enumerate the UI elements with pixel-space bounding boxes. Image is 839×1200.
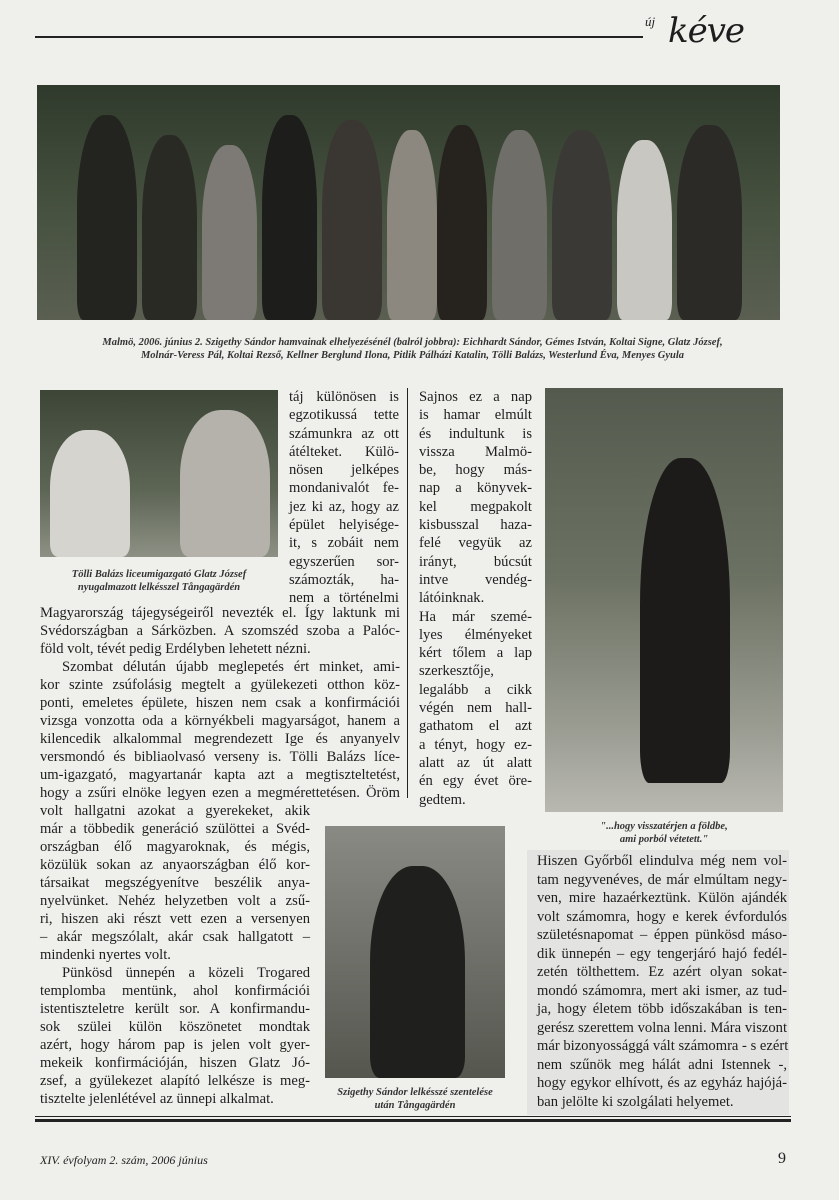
- text-line: egyszerűen sor-: [289, 553, 399, 570]
- text-line: intve vendég-: [419, 571, 532, 588]
- page-number: 9: [778, 1150, 786, 1167]
- text-line: volt hallgatni azokat a gyerekeket, akik: [40, 803, 310, 819]
- text-line: hogy a zsűri elnöke legyen ezen a megmérettetésen. Öröm: [40, 785, 400, 801]
- text-line: jez ki az, hogy az: [289, 498, 399, 515]
- portrait-photo: [325, 826, 505, 1078]
- footer-rule-thin: [35, 1116, 791, 1117]
- column-divider: [407, 388, 408, 798]
- issue-info: XIV. évfolyam 2. szám, 2006 június: [40, 1153, 208, 1167]
- text-line: születésnapomat – éppen pünkösd máso-: [537, 927, 787, 943]
- text-line: már bizonyossággá vált számomra - s ezért: [537, 1038, 789, 1054]
- text-line: Svédországban a Sárközben. A szomszéd szoba a Palóc-: [40, 623, 400, 639]
- text-line: dik ünnepén – egy tengerjáró hajó fedél-: [537, 945, 787, 962]
- text-line: templomba mentünk, ahol konfirmációi: [40, 983, 310, 999]
- caption-line: Malmö, 2006. június 2. Szigethy Sándor hamvainak elhelyezésénél (balról jobbra): Eichhardt Sándor, Gémes István, Koltai Signe, Glatz József,: [102, 337, 723, 348]
- text-line: is hamar elmúlt: [419, 407, 532, 424]
- text-line: um-igazgató, magyartanár kapta azt a megtiszteltetést,: [40, 767, 400, 783]
- text-line: átélteket. Külö-: [289, 443, 399, 460]
- text-line: kisbusszal haza-: [419, 517, 532, 534]
- text-line: alatt az út alatt: [419, 754, 532, 771]
- text-line: vizsga vonzotta oda a környékbeli magyarságot, hanem a: [40, 713, 400, 729]
- left-photo: [40, 390, 278, 557]
- magazine-logo: kéve: [668, 11, 745, 51]
- logo-prefix: új: [645, 14, 656, 29]
- caption-line: után Tångagärdén: [374, 1100, 456, 1111]
- text-line: – akár megszólalt, akár csak hallgatott –: [40, 929, 310, 945]
- text-line: egzotikussá tette: [289, 407, 399, 424]
- text-line: és indultunk is: [419, 425, 532, 442]
- text-line: szerkesztője,: [419, 663, 494, 680]
- text-line: Szombat délután újabb meglepetés ért minket, ami-: [62, 659, 400, 675]
- text-line: ja, hogy életem több időszakában is ten-: [537, 1001, 787, 1017]
- caption-line: nyugalmazott lelkésszel Tångagärdén: [77, 582, 241, 593]
- text-line: Sajnos ez a nap: [419, 389, 532, 405]
- text-line: számunkra az ott: [289, 425, 399, 442]
- text-line: tisztelte jelenlétével az ünnepi alkalmat.: [40, 1091, 274, 1107]
- text-line: kor szinte zsúfolásig megtelt a gyülekezeti otthon köz-: [40, 677, 400, 693]
- text-line: látóinknak.: [419, 590, 485, 607]
- text-line: én egy évet öre-: [419, 773, 532, 790]
- group-photo-caption: [35, 336, 790, 362]
- footer-rule-thick: [35, 1119, 791, 1122]
- left-photo-caption: [40, 568, 278, 594]
- text-line: gedtem.: [419, 791, 466, 808]
- text-line: kért tőlem a lap: [419, 645, 532, 662]
- caption-line: Molnár-Veress Pál, Koltai Rezső, Kellner Berglund Ilona, Pitlik Pálházi Katalin, Tölli Balázs, Westerlund Éva, Menyes Gyula: [140, 350, 685, 361]
- text-line: mondanivalót fe-: [289, 480, 399, 497]
- caption-line: ami porból vétetett.": [619, 834, 709, 845]
- header-rule: [35, 36, 643, 38]
- text-line: ponti, emeletes épülete, hiszen nem csak a konfirmációi: [40, 695, 400, 711]
- text-line: felé vegyük az: [419, 535, 532, 552]
- text-line: számozták, ha-: [289, 571, 399, 588]
- text-line: ban jelölte ki szolgálati helyemet.: [537, 1093, 734, 1110]
- text-line: tam negyvenéves, de már elmúltam negy-: [537, 871, 787, 888]
- text-line: legalább a cikk: [419, 681, 532, 698]
- text-line: zsef, a gyülekezet alapító lelkésze is meg-: [40, 1073, 310, 1089]
- text-line: istentiszteletre került sor. A konfirmandu-: [40, 1001, 310, 1017]
- article-wide-block: [40, 604, 400, 802]
- text-line: nem a történelmi: [289, 590, 399, 607]
- caption-line: Szigethy Sándor lelkésszé szentelése: [337, 1087, 493, 1098]
- text-line: mekeik konfirmációján, hiszen Glatz Jó-: [40, 1055, 310, 1071]
- right-photo-caption: [545, 820, 783, 846]
- text-line: hogy egykor elhívott, és az egyház hajójá-: [537, 1075, 787, 1091]
- text-line: nyelvünket. Nehéz helyzetben volt a zsű-: [40, 893, 310, 909]
- text-line: országban élő magyaroknak, és mégis,: [40, 839, 310, 855]
- text-line: kilencedik alkalommal megrendezett Ige és anyanyelv: [40, 731, 400, 747]
- text-line: volt számomra, hogy e kerek évfordulós: [537, 908, 787, 925]
- text-line: mondó számomra, mert aki ismer, az tud-: [537, 982, 787, 999]
- text-line: már a többedik generáció szülöttei a Svéd-: [40, 821, 310, 837]
- text-line: ven, mire hazaérkeztünk. Külön ajándék: [537, 890, 787, 906]
- text-line: társaikat megszégyenítve beszélik anya-: [40, 875, 310, 891]
- text-line: ri, hiszen aki részt vett ezen a versenyen: [40, 911, 310, 927]
- text-line: Magyarország tájegységeiről nevezték el. Így laktunk mi: [40, 605, 400, 621]
- group-photo: [37, 85, 780, 320]
- text-line: nap a könyvek-: [419, 480, 532, 497]
- text-line: mindenki nyertes volt.: [40, 947, 171, 963]
- text-line: sok szülei külön köszönetet mondtak: [40, 1019, 310, 1035]
- text-line: kel megpakolt: [419, 498, 532, 515]
- caption-line: Tölli Balázs liceumigazgató Glatz József: [71, 569, 247, 580]
- text-line: nösen jelképes: [289, 462, 399, 479]
- portrait-photo-caption: [320, 1086, 510, 1112]
- article-column-middle: [289, 388, 399, 608]
- text-line: vissza Malmö-: [419, 443, 532, 460]
- text-line: nem szűnök meg hálát adni Istennek -,: [537, 1056, 787, 1073]
- article-column-left: [40, 802, 310, 1108]
- text-line: végén nem hall-: [419, 700, 532, 717]
- text-line: versmondó és bibliaolvasó verseny is. Tölli Balázs líce-: [40, 749, 400, 765]
- text-line: irányt, búcsút: [419, 553, 532, 570]
- text-line: lyes élményeket: [419, 626, 532, 643]
- text-line: zetén tölthettem. Ez azért olyan sokat-: [537, 964, 787, 980]
- text-line: gerész szerettem volna lenni. Mára viszont: [537, 1019, 787, 1036]
- text-line: a tényt, hogy ez-: [419, 736, 532, 753]
- text-line: Hiszen Győrből elindulva még nem vol-: [537, 853, 787, 869]
- text-line: Ha már szemé-: [419, 608, 532, 625]
- right-photo: [545, 388, 783, 812]
- text-line: it, s zobáit nem: [289, 535, 399, 552]
- text-line: azért, hogy három pap is jelen volt gyer-: [40, 1037, 310, 1053]
- caption-line: "...hogy visszatérjen a földbe,: [600, 821, 728, 832]
- text-line: föld volt, tévét pedig Erdélyben lehetett nézni.: [40, 641, 311, 657]
- text-line: táj különösen is: [289, 389, 399, 405]
- text-line: Pünkösd ünnepén a közeli Trogared: [62, 965, 310, 981]
- article-column-right: [537, 852, 787, 1111]
- text-line: épület helyisége-: [289, 517, 399, 534]
- text-line: gathatom el azt: [419, 718, 532, 735]
- text-line: közülük sokan az anyaországban élő kor-: [40, 857, 310, 873]
- text-line: be, hogy más-: [419, 462, 532, 479]
- article-column-third: [419, 388, 532, 809]
